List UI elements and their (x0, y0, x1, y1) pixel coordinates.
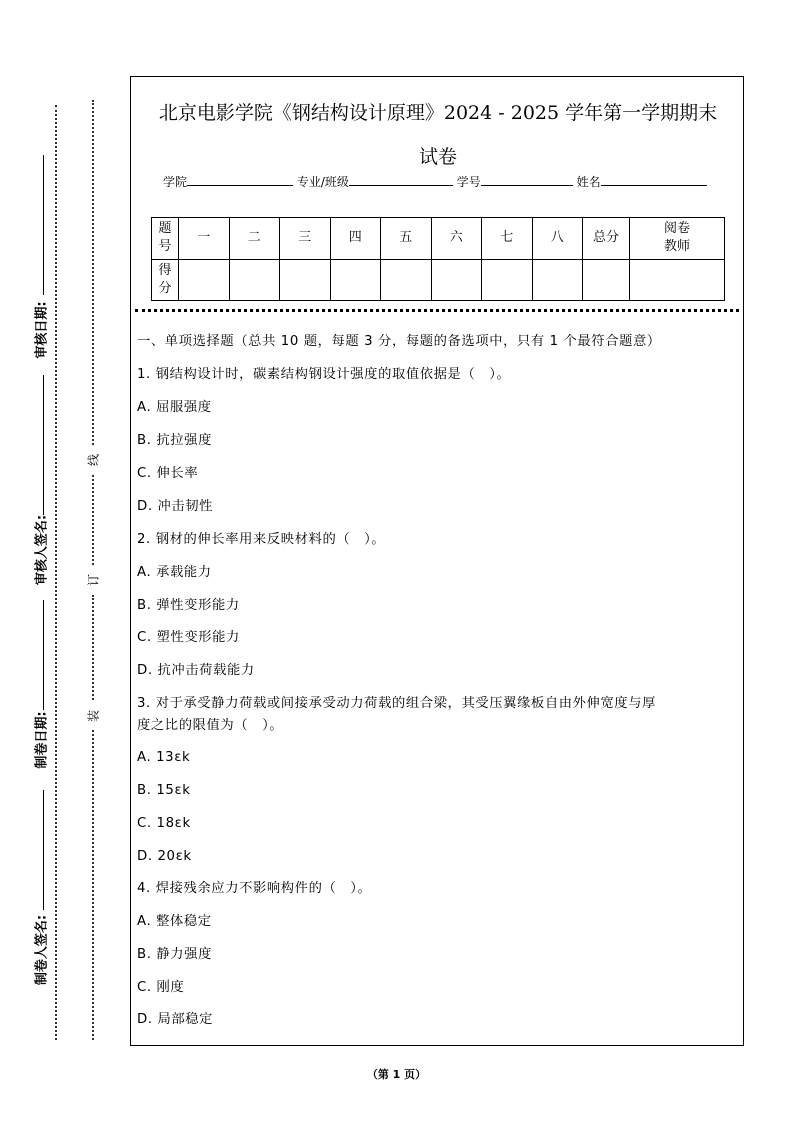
question-4-option-d[interactable]: D. 局部稳定 (137, 1012, 214, 1027)
major-label: 专业/班级 (296, 175, 349, 189)
question-1-option-d[interactable]: D. 冲击韧性 (137, 499, 214, 514)
score-table-score-row (152, 259, 725, 301)
question-2-option-d[interactable]: D. 抗冲击荷载能力 (137, 663, 255, 678)
score-cell-3[interactable] (280, 259, 331, 301)
question-2-stem: 2. 钢材的伸长率用来反映材料的（ ）。 (137, 532, 386, 547)
score-cell-2[interactable] (229, 259, 280, 301)
name-label: 姓名 (576, 175, 601, 189)
score-cell-5[interactable] (381, 259, 432, 301)
binding-dotted-line-outer (55, 105, 57, 1040)
college-label: 学院 (163, 175, 188, 189)
maker-date-line (43, 600, 44, 710)
question-3-option-a[interactable]: A. 13εk (137, 750, 191, 765)
binding-dotted-line-inner-4 (92, 730, 94, 1040)
score-col-3: 三 (280, 218, 331, 260)
score-cell-1[interactable] (179, 259, 230, 301)
exam-title (131, 91, 745, 179)
question-4-option-b[interactable]: B. 静力强度 (137, 947, 212, 962)
score-col-8: 八 (532, 218, 583, 260)
score-col-5: 五 (381, 218, 432, 260)
score-col-4: 四 (330, 218, 381, 260)
score-col-6: 六 (431, 218, 482, 260)
score-col-total: 总分 (583, 218, 630, 260)
score-col-7: 七 (482, 218, 533, 260)
question-3-option-c[interactable]: C. 18εk (137, 816, 191, 831)
score-cell-7[interactable] (482, 259, 533, 301)
score-cell-6[interactable] (431, 259, 482, 301)
score-cell-total[interactable] (583, 259, 630, 301)
binding-dotted-line-inner-3 (92, 595, 94, 700)
student-id-label: 学号 (456, 175, 481, 189)
question-3-option-b[interactable]: B. 15εk (137, 783, 191, 798)
question-2-option-b[interactable]: B. 弹性变形能力 (137, 598, 240, 613)
score-cell-4[interactable] (330, 259, 381, 301)
name-field[interactable] (601, 174, 707, 186)
question-1-option-a[interactable]: A. 屈服强度 (137, 400, 212, 415)
exam-frame (130, 76, 744, 1046)
binding-dotted-line-inner-2 (92, 475, 94, 565)
exam-title-line2: 试卷 (418, 146, 457, 168)
question-4-stem: 4. 焊接残余应力不影响构件的（ ）。 (137, 881, 372, 896)
binding-mark-xian: 线 (86, 453, 101, 467)
maker-sign-label: 制卷人签名: (34, 914, 50, 986)
question-4-option-c[interactable]: C. 刚度 (137, 980, 185, 995)
question-3-stem-cont: 度之比的限值为（ ）。 (137, 718, 284, 733)
question-2-option-a[interactable]: A. 承载能力 (137, 565, 212, 580)
question-2-option-c[interactable]: C. 塑性变形能力 (137, 630, 240, 645)
score-table (151, 217, 725, 301)
question-1-option-c[interactable]: C. 伸长率 (137, 466, 199, 481)
binding-mark-ding: 订 (86, 573, 101, 587)
score-col-2: 二 (229, 218, 280, 260)
grader-header: 阅卷 教师 (630, 218, 725, 260)
question-number-header: 题 号 (152, 218, 179, 260)
student-id-field[interactable] (481, 174, 573, 186)
major-field[interactable] (349, 174, 453, 186)
reviewer-date-label: 审核日期: (34, 301, 50, 359)
section-heading: 一、单项选择题（总共 10 题，每题 3 分，每题的备选项中，只有 1 个最符合题意） (137, 334, 661, 349)
exam-title-line1: 北京电影学院《钢结构设计原理》2024 - 2025 学年第一学期期末 (158, 102, 718, 124)
question-1-option-b[interactable]: B. 抗拉强度 (137, 433, 212, 448)
dotted-separator (135, 309, 739, 312)
student-info-row (163, 173, 707, 190)
binding-mark-zhuang: 装 (86, 709, 101, 723)
question-3-option-d[interactable]: D. 20εk (137, 849, 192, 864)
score-col-1: 一 (179, 218, 230, 260)
page-number: （第 1 页） (366, 1068, 427, 1081)
grader-cell[interactable] (630, 259, 725, 301)
score-row-header: 得 分 (152, 259, 179, 301)
question-4-option-a[interactable]: A. 整体稳定 (137, 914, 212, 929)
maker-sign-line (43, 790, 44, 910)
score-table-header-row (152, 218, 725, 260)
score-cell-8[interactable] (532, 259, 583, 301)
maker-date-label: 制卷日期: (34, 711, 50, 769)
reviewer-date-line (43, 155, 44, 295)
binding-dotted-line-inner (92, 100, 94, 445)
college-field[interactable] (187, 174, 293, 186)
reviewer-sign-line (43, 375, 44, 515)
question-1-stem: 1. 钢结构设计时，碳素结构钢设计强度的取值依据是（ ）。 (137, 367, 511, 382)
reviewer-sign-label: 审核人签名: (34, 514, 50, 586)
question-3-stem: 3. 对于承受静力荷载或间接承受动力荷载的组合梁，其受压翼缘板自由外伸宽度与厚 (137, 696, 656, 711)
